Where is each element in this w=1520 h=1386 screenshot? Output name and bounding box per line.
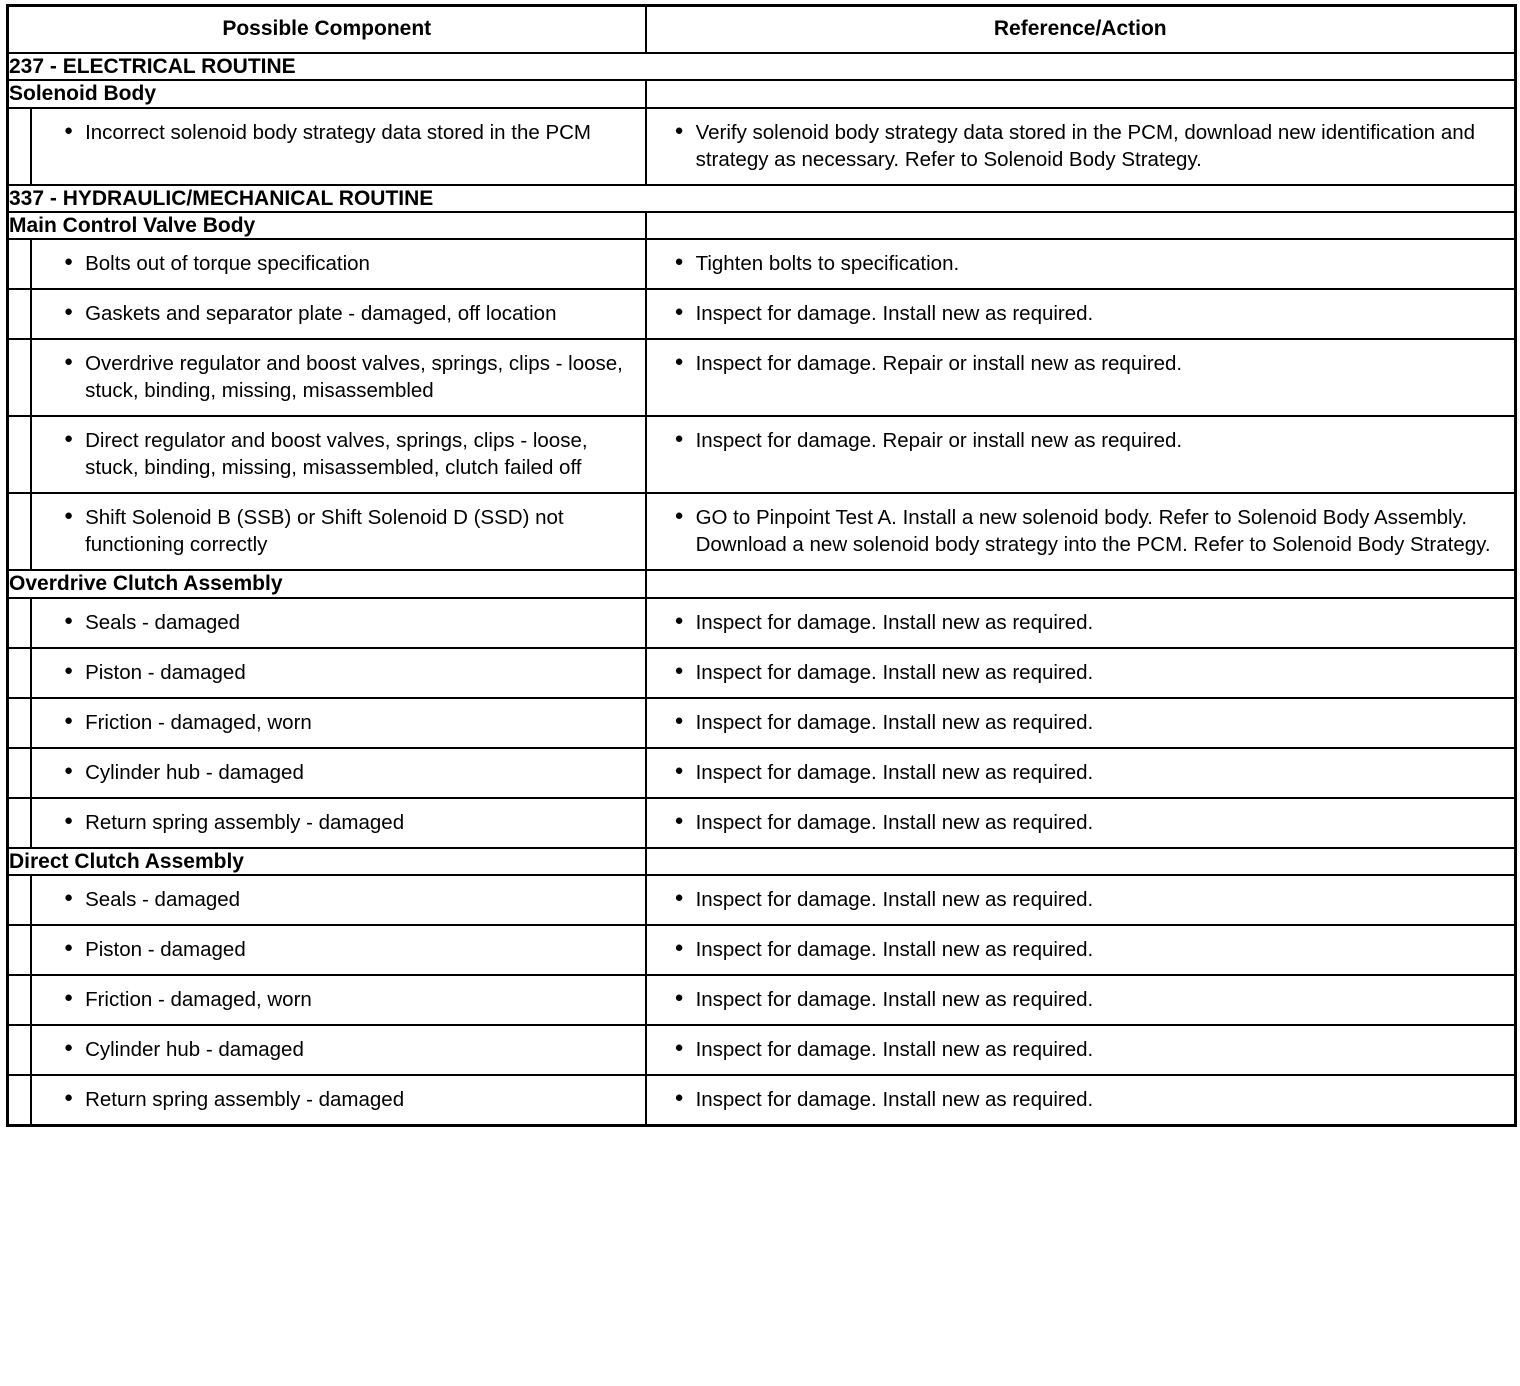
- bullet-icon: ●: [674, 761, 684, 779]
- component-cell: [8, 698, 646, 748]
- group-heading-row: [8, 570, 1516, 597]
- table-row: [8, 598, 1516, 648]
- bullet-icon: ●: [64, 430, 74, 448]
- bullet-icon: ●: [674, 811, 684, 829]
- reference-cell: [646, 925, 1516, 975]
- reference-text: Verify solenoid body strategy data stored in the PCM, download new identification and strategy as necessary. Refer to Solenoid Body Strategy.: [695, 120, 1476, 171]
- bullet-icon: ●: [64, 711, 74, 729]
- group-empty-cell: [646, 80, 1516, 107]
- reference-text: GO to Pinpoint Test A. Install a new solenoid body. Refer to Solenoid Body Assembly. Download a new solenoid body strategy into the PCM. Refer to Solenoid Body Strategy.: [695, 506, 1491, 557]
- bullet-icon: ●: [674, 661, 684, 679]
- component-cell: [8, 925, 646, 975]
- component-cell: [8, 416, 646, 493]
- section-title: 337 - HYDRAULIC/MECHANICAL ROUTINE: [8, 185, 1516, 212]
- reference-text: Inspect for damage. Install new as required.: [695, 710, 1094, 734]
- component-cell: [8, 598, 646, 648]
- component-text: Friction - damaged, worn: [85, 988, 312, 1012]
- bullet-icon: ●: [674, 939, 684, 957]
- reference-cell: [646, 748, 1516, 798]
- bullet-icon: ●: [674, 253, 684, 271]
- reference-cell: [646, 598, 1516, 648]
- bullet-icon: ●: [64, 507, 74, 525]
- component-cell: [8, 875, 646, 925]
- bullet-icon: ●: [64, 253, 74, 271]
- reference-cell: [646, 648, 1516, 698]
- component-text: Piston - damaged: [85, 660, 246, 684]
- bullet-icon: ●: [674, 889, 684, 907]
- bullet-icon: ●: [64, 811, 74, 829]
- reference-text: Inspect for damage. Install new as required.: [695, 760, 1094, 784]
- reference-cell: [646, 1025, 1516, 1075]
- bullet-icon: ●: [64, 661, 74, 679]
- bullet-icon: ●: [64, 889, 74, 907]
- table-row: [8, 648, 1516, 698]
- reference-text: Inspect for damage. Install new as required.: [695, 938, 1094, 962]
- column-header-reference-action: Reference/Action: [646, 6, 1516, 54]
- reference-text: Tighten bolts to specification.: [695, 252, 960, 276]
- bullet-icon: ●: [64, 353, 74, 371]
- table-row: [8, 416, 1516, 493]
- reference-text: Inspect for damage. Install new as required.: [695, 1088, 1094, 1112]
- bullet-icon: ●: [674, 989, 684, 1007]
- reference-text: Inspect for damage. Install new as required.: [695, 1038, 1094, 1062]
- bullet-icon: ●: [64, 939, 74, 957]
- component-text: Seals - damaged: [85, 610, 241, 634]
- reference-text: Inspect for damage. Install new as required.: [695, 988, 1094, 1012]
- component-cell: [8, 108, 646, 185]
- table-row: [8, 925, 1516, 975]
- component-text: Return spring assembly - damaged: [85, 1088, 405, 1112]
- group-title: Main Control Valve Body: [8, 212, 646, 239]
- group-title: Direct Clutch Assembly: [8, 848, 646, 875]
- component-text: Friction - damaged, worn: [85, 710, 312, 734]
- group-heading-row: [8, 80, 1516, 107]
- group-title: Solenoid Body: [8, 80, 646, 107]
- reference-text: Inspect for damage. Install new as required.: [695, 888, 1094, 912]
- table-row: [8, 108, 1516, 185]
- table-row: [8, 289, 1516, 339]
- component-text: Bolts out of torque specification: [85, 252, 370, 276]
- section-heading-row: [8, 185, 1516, 212]
- reference-cell: [646, 108, 1516, 185]
- component-cell: [8, 1075, 646, 1126]
- component-cell: [8, 239, 646, 289]
- table-row: [8, 1075, 1516, 1126]
- component-cell: [8, 648, 646, 698]
- reference-text: Inspect for damage. Repair or install new as required.: [695, 352, 1183, 376]
- component-text: Return spring assembly - damaged: [85, 810, 405, 834]
- bullet-icon: ●: [674, 430, 684, 448]
- bullet-icon: ●: [64, 121, 74, 139]
- table-row: [8, 339, 1516, 416]
- component-text: Cylinder hub - damaged: [85, 1038, 304, 1062]
- table-row: [8, 798, 1516, 848]
- bullet-icon: ●: [674, 121, 684, 139]
- reference-text: Inspect for damage. Install new as required.: [695, 610, 1094, 634]
- table-header-row: [8, 6, 1516, 54]
- reference-cell: [646, 289, 1516, 339]
- table-row: [8, 875, 1516, 925]
- component-cell: [8, 493, 646, 570]
- reference-text: Inspect for damage. Install new as required.: [695, 810, 1094, 834]
- component-cell: [8, 289, 646, 339]
- reference-cell: [646, 875, 1516, 925]
- group-empty-cell: [646, 848, 1516, 875]
- group-heading-row: [8, 212, 1516, 239]
- table-row: [8, 1025, 1516, 1075]
- table-row: [8, 975, 1516, 1025]
- bullet-icon: ●: [64, 1089, 74, 1107]
- group-empty-cell: [646, 212, 1516, 239]
- component-cell: [8, 748, 646, 798]
- section-title: 237 - ELECTRICAL ROUTINE: [8, 53, 1516, 80]
- component-cell: [8, 1025, 646, 1075]
- group-empty-cell: [646, 570, 1516, 597]
- component-text: Seals - damaged: [85, 888, 241, 912]
- table-row: [8, 493, 1516, 570]
- bullet-icon: ●: [674, 353, 684, 371]
- reference-text: Inspect for damage. Install new as required.: [695, 302, 1094, 326]
- table-body: [8, 53, 1516, 1126]
- table-row: [8, 239, 1516, 289]
- reference-cell: [646, 975, 1516, 1025]
- bullet-icon: ●: [64, 1039, 74, 1057]
- possible-component-reference-table: [6, 4, 1517, 1127]
- bullet-icon: ●: [64, 989, 74, 1007]
- component-cell: [8, 975, 646, 1025]
- group-title: Overdrive Clutch Assembly: [8, 570, 646, 597]
- reference-text: Inspect for damage. Repair or install new as required.: [695, 429, 1183, 453]
- table-row: [8, 748, 1516, 798]
- component-text: Direct regulator and boost valves, springs, clips - loose, stuck, binding, missing, misassembled, clutch failed off: [85, 429, 588, 480]
- bullet-icon: ●: [64, 303, 74, 321]
- section-heading-row: [8, 53, 1516, 80]
- reference-cell: [646, 798, 1516, 848]
- component-text: Cylinder hub - damaged: [85, 760, 304, 784]
- column-header-possible-component: Possible Component: [8, 6, 646, 54]
- reference-cell: [646, 239, 1516, 289]
- bullet-icon: ●: [674, 303, 684, 321]
- reference-cell: [646, 493, 1516, 570]
- bullet-icon: ●: [674, 1039, 684, 1057]
- component-text: Piston - damaged: [85, 938, 246, 962]
- reference-cell: [646, 339, 1516, 416]
- table-row: [8, 698, 1516, 748]
- bullet-icon: ●: [64, 611, 74, 629]
- component-text: Shift Solenoid B (SSB) or Shift Solenoid D (SSD) not functioning correctly: [85, 506, 564, 557]
- bullet-icon: ●: [674, 507, 684, 525]
- reference-cell: [646, 698, 1516, 748]
- component-text: Overdrive regulator and boost valves, springs, clips - loose, stuck, binding, missing, misassembled: [85, 352, 623, 403]
- component-text: Incorrect solenoid body strategy data stored in the PCM: [85, 120, 591, 144]
- bullet-icon: ●: [674, 711, 684, 729]
- reference-cell: [646, 416, 1516, 493]
- bullet-icon: ●: [674, 1089, 684, 1107]
- component-cell: [8, 339, 646, 416]
- reference-text: Inspect for damage. Install new as required.: [695, 660, 1094, 684]
- component-cell: [8, 798, 646, 848]
- bullet-icon: ●: [674, 611, 684, 629]
- bullet-icon: ●: [64, 761, 74, 779]
- reference-cell: [646, 1075, 1516, 1126]
- component-text: Gaskets and separator plate - damaged, off location: [85, 302, 557, 326]
- group-heading-row: [8, 848, 1516, 875]
